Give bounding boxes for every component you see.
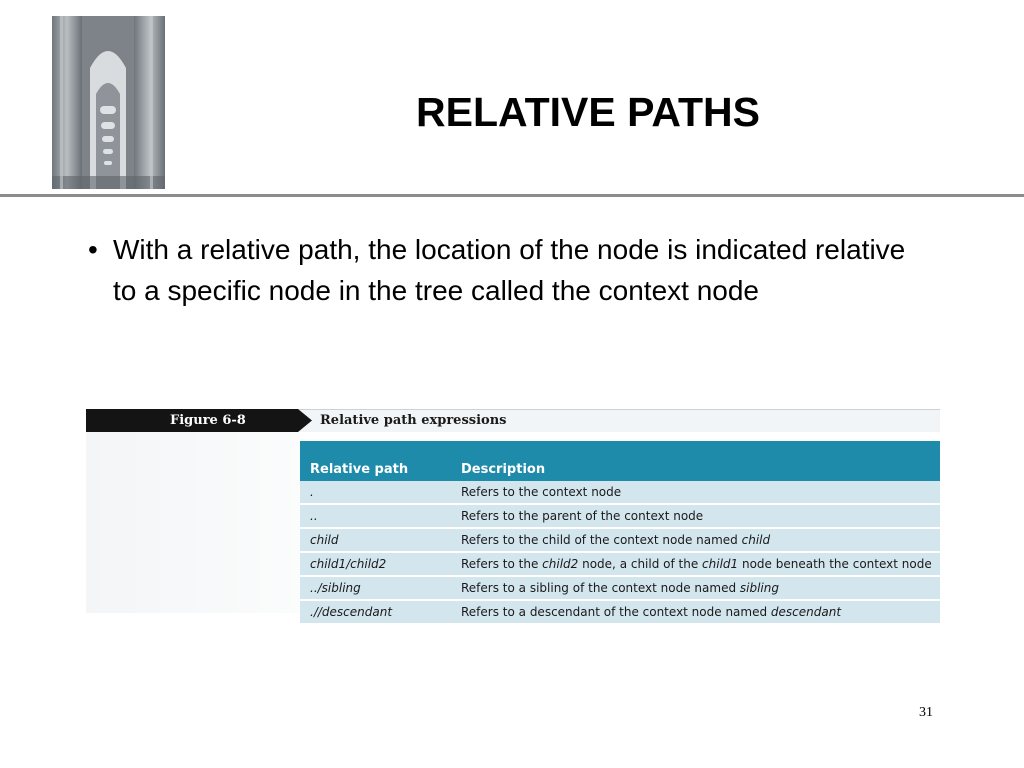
relative-path-cell: .//descendant — [300, 600, 451, 624]
column-header-description: Description — [451, 441, 940, 481]
relative-path-cell: child — [300, 528, 451, 552]
table-header-row — [300, 441, 940, 481]
bullet-item — [88, 229, 918, 311]
table-row — [300, 481, 940, 504]
relative-path-cell: . — [300, 481, 451, 504]
description-cell: Refers to the parent of the context node — [451, 504, 940, 528]
figure-label: Figure 6-8 — [170, 413, 246, 428]
figure-caption: Relative path expressions — [320, 413, 507, 428]
bridge-arches-photo — [52, 16, 165, 189]
description-cell: Refers to the child2 node, a child of the child1 node beneath the context node — [451, 552, 940, 576]
figure-6-8 — [86, 409, 940, 619]
table-row — [300, 600, 940, 624]
description-cell: Refers to a sibling of the context node named sibling — [451, 576, 940, 600]
description-cell: Refers to the context node — [451, 481, 940, 504]
description-cell: Refers to a descendant of the context node named descendant — [451, 600, 940, 624]
bullet-text: With a relative path, the location of the node is indicated relative to a specific node in the tree called the context node — [113, 234, 906, 306]
slide-title: RELATIVE PATHS — [416, 89, 760, 135]
table-body — [300, 481, 940, 624]
table-row — [300, 504, 940, 528]
column-header-relative-path: Relative path — [300, 441, 451, 481]
table-row — [300, 552, 940, 576]
italic-node-name: descendant — [770, 605, 842, 619]
description-cell: Refers to the child of the context node named child — [451, 528, 940, 552]
relative-path-cell: child1/child2 — [300, 552, 451, 576]
bullet-dot-icon: • — [88, 234, 98, 265]
title-divider — [0, 194, 1024, 197]
relative-path-table — [300, 441, 940, 625]
figure-margin — [86, 432, 300, 613]
page-number: 31 — [919, 705, 933, 720]
italic-node-name: sibling — [739, 581, 779, 595]
table-row — [300, 528, 940, 552]
italic-node-name: child1 — [702, 557, 739, 571]
italic-node-name: child — [741, 533, 771, 547]
table-row — [300, 576, 940, 600]
relative-path-cell: ../sibling — [300, 576, 451, 600]
relative-path-cell: .. — [300, 504, 451, 528]
italic-node-name: child2 — [542, 557, 579, 571]
